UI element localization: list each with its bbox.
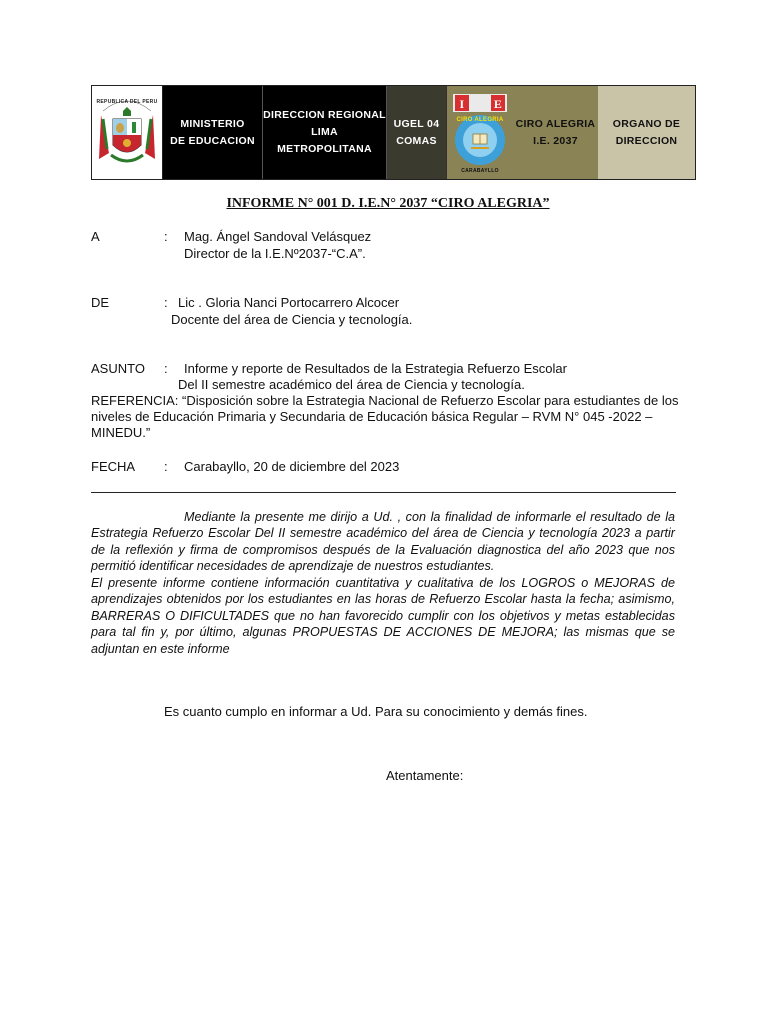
signoff: Atentamente:: [386, 768, 464, 783]
asunto-line-2: Del II semestre académico del área de Ciencia y tecnología.: [178, 377, 525, 392]
referencia-line-3: MINEDU.”: [91, 425, 151, 440]
svg-text:I: I: [459, 96, 465, 111]
de-colon: :: [164, 295, 168, 310]
closing-sentence: Es cuanto cumplo en informar a Ud. Para su conocimiento y demás fines.: [164, 704, 588, 719]
ugel-cell: UGEL 04 COMAS: [387, 86, 447, 179]
svg-text:CIRO ALEGRIA: CIRO ALEGRIA: [456, 116, 504, 123]
svg-text:REPUBLICA DEL PERU: REPUBLICA DEL PERU: [96, 98, 158, 105]
letterhead: [91, 85, 696, 180]
fecha-label: FECHA: [91, 459, 136, 474]
a-recipient-name: Mag. Ángel Sandoval Velásquez: [184, 229, 372, 244]
a-colon: :: [164, 229, 168, 244]
de-label: DE: [91, 295, 110, 310]
peru-coat-of-arms-logo: [92, 86, 163, 179]
fecha-colon: :: [164, 459, 168, 474]
school-crest-icon: [449, 88, 511, 178]
a-recipient-title: Director de la I.E.Nº2037-“C.A”.: [184, 246, 366, 261]
referencia-line-1: REFERENCIA: “Disposición sobre la Estrategia Nacional de Refuerzo Escolar para estudiantes de los: [91, 393, 679, 408]
ministerio-cell: MINISTERIO DE EDUCACION: [163, 86, 263, 179]
separator-line: [91, 492, 676, 493]
ciro-alegria-cell: CIRO ALEGRIA I.E. 2037: [513, 86, 598, 179]
a-label: A: [91, 229, 100, 244]
asunto-colon: :: [164, 361, 168, 376]
document-title: INFORME N° 001 D. I.E.N° 2037 “CIRO ALEGRIA”: [226, 196, 550, 211]
svg-text:E: E: [493, 96, 503, 111]
fecha-value: Carabayllo, 20 de diciembre del 2023: [184, 459, 400, 474]
svg-text:CARABAYLLO: CARABAYLLO: [461, 167, 499, 174]
de-sender-name: Lic . Gloria Nanci Portocarrero Alcocer: [178, 295, 400, 310]
asunto-label: ASUNTO: [91, 361, 145, 376]
organo-direccion-cell: ORGANO DE DIRECCION: [598, 86, 695, 179]
direccion-regional-cell: DIRECCION REGIONAL LIMA METROPOLITANA: [263, 86, 387, 179]
de-sender-title: Docente del área de Ciencia y tecnología.: [171, 312, 413, 327]
body-paragraph-2: El presente informe contiene información cuantitativa y cualitativa de los LOGROS o MEJORAS de aprendizajes obtenidos por los estudiantes en las horas de Refuerzo Escolar hasta la fecha; asimismo, BARRERAS O DIFICULTADES que no han favorecido cumplir con los objetivos y metas establecidas para tal fin y, por último, algunas PROPUESTAS DE ACCIONES DE MEJORA; las mismas que se adjuntan en este informe: [91, 576, 675, 656]
shield-icon: [95, 89, 159, 177]
body-paragraph-1: Mediante la presente me dirijo a Ud. , con la finalidad de informarle el resultado de la Estrategia Refuerzo Escolar Del II semestre académico del área de Ciencia y tecnología 2023 a partir de la reflexión y firma de compromisos después de la Evaluación diagnostica del año 2023 que nos permitió identificar necesidades de aprendizaje de nuestros estudiantes.: [91, 510, 675, 574]
referencia-line-2: niveles de Educación Primaria y Secundaria de Educación básica Regular – RVM N° 045 -2022 –: [91, 409, 653, 424]
asunto-line-1: Informe y reporte de Resultados de la Estrategia Refuerzo Escolar: [184, 361, 567, 376]
school-logo: [447, 86, 513, 179]
